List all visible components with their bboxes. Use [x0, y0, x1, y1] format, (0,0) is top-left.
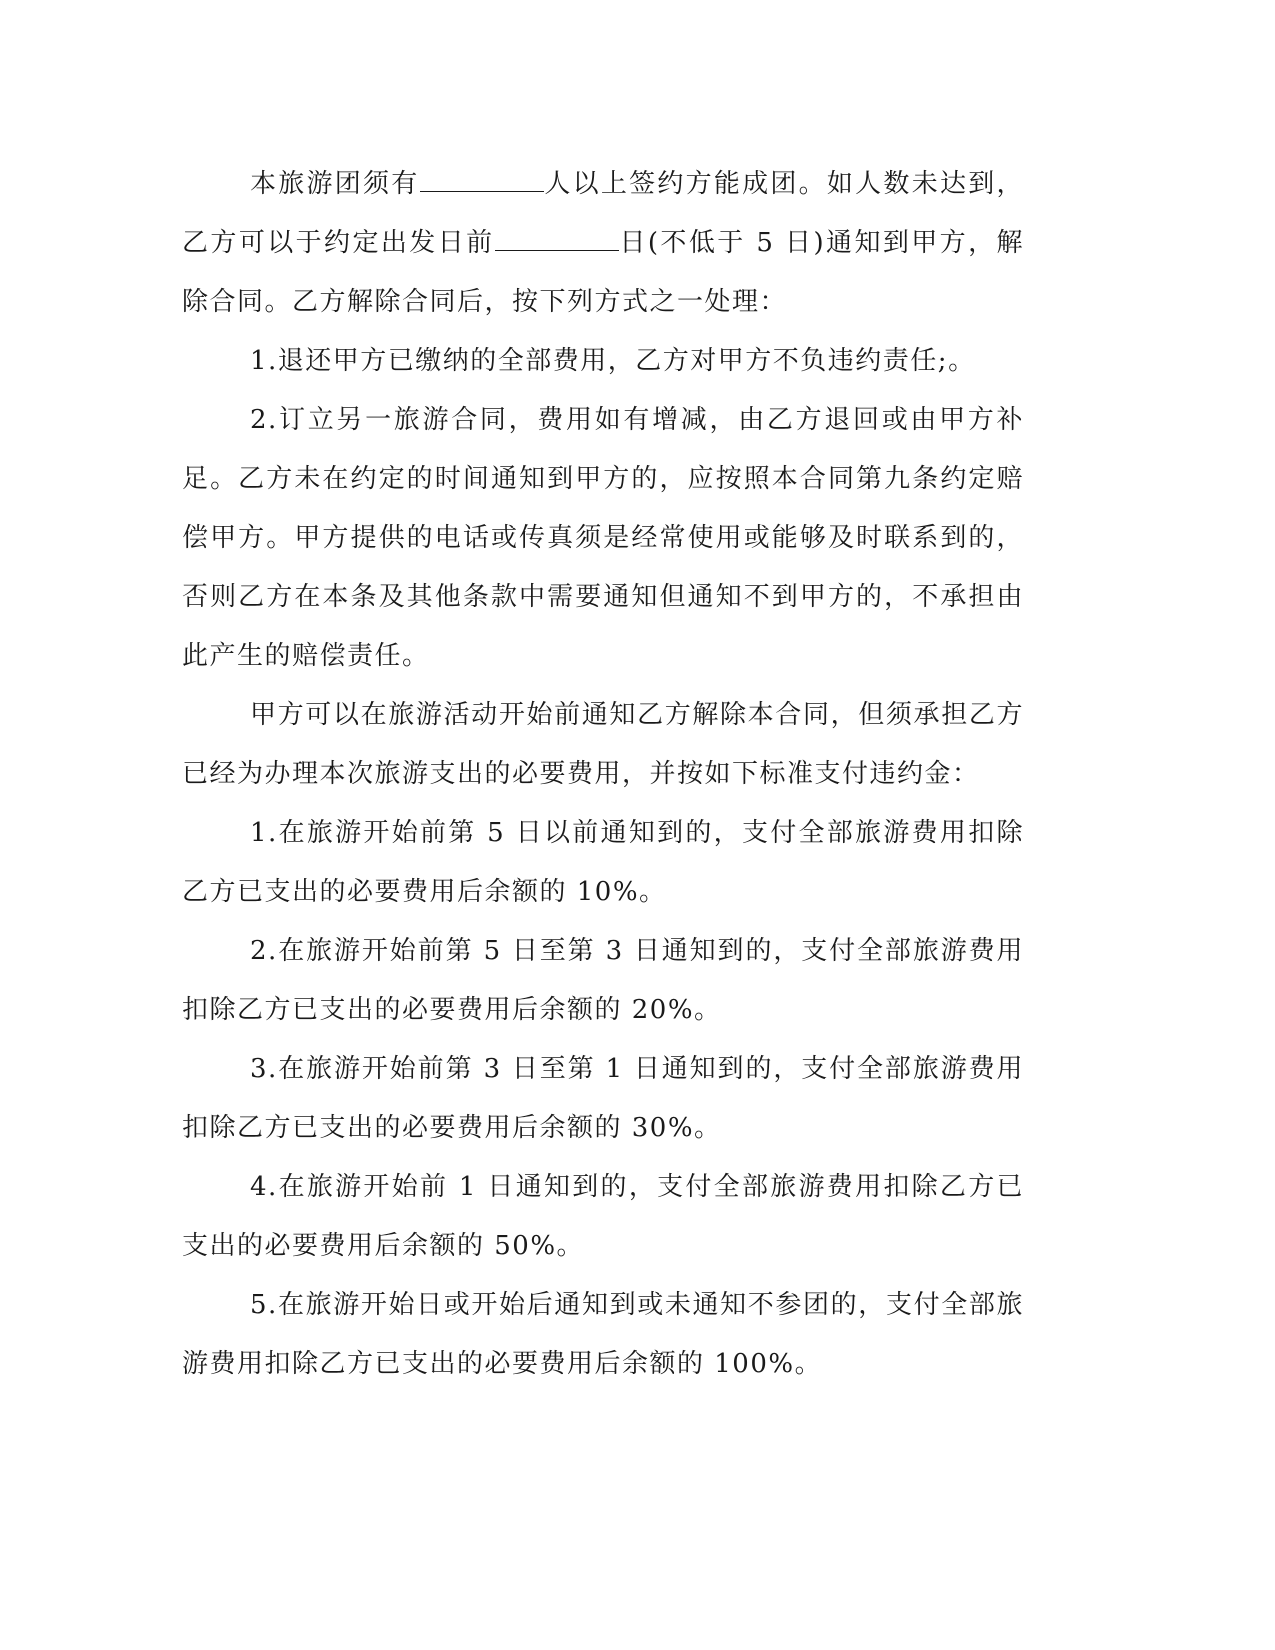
group-size-text-b: 人以上签约方能成团。如人数未达到，乙方可以于约定出发日前 [182, 169, 1024, 258]
document-body [182, 155, 1024, 1394]
cancellation-paragraph: 甲方可以在旅游活动开始前通知乙方解除本合同，但须承担乙方已经为办理本次旅游支出的必要费用，并按如下标准支付违约金： [182, 700, 1024, 789]
option-new-contract-item: 2.订立另一旅游合同，费用如有增减，由乙方退回或由甲方补足。乙方未在约定的时间通知到甲方的，应按照本合同第九条约定赔偿甲方。甲方提供的电话或传真须是经常使用或能够及时联系到的，否则乙方在本条及其他条款中需要通知但通知不到甲方的，不承担由此产生的赔偿责任。 [182, 405, 1024, 671]
group-size-paragraph [182, 155, 1024, 332]
penalty-item-3: 3.在旅游开始前第 3 日至第 1 日通知到的，支付全部旅游费用扣除乙方已支出的必要费用后余额的 30%。 [182, 1054, 1024, 1143]
group-size-text-c: 日(不低于 5 日)通知到甲方，解除合同。乙方解除合同后，按下列方式之一处理： [182, 228, 1024, 317]
penalty-item-4: 4.在旅游开始前 1 日通知到的，支付全部旅游费用扣除乙方已支出的必要费用后余额的 50%。 [182, 1172, 1024, 1261]
notice-days-blank [495, 228, 619, 251]
penalty-item-1: 1.在旅游开始前第 5 日以前通知到的，支付全部旅游费用扣除乙方已支出的必要费用后余额的 10%。 [182, 818, 1024, 907]
penalty-item-2: 2.在旅游开始前第 5 日至第 3 日通知到的，支付全部旅游费用扣除乙方已支出的必要费用后余额的 20%。 [182, 936, 1024, 1025]
min-participants-blank [420, 169, 544, 192]
group-size-text-a: 本旅游团须有 [250, 169, 420, 199]
penalty-item-5: 5.在旅游开始日或开始后通知到或未通知不参团的，支付全部旅游费用扣除乙方已支出的必要费用后余额的 100%。 [182, 1290, 1024, 1379]
option-refund-item: 1.退还甲方已缴纳的全部费用，乙方对甲方不负违约责任;。 [250, 346, 976, 376]
